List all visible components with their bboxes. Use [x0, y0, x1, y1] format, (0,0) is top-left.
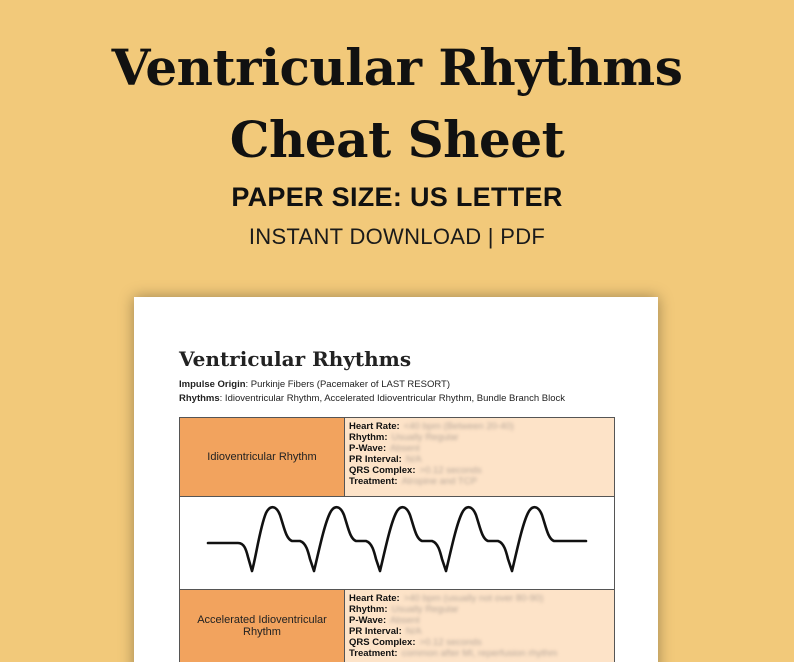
field-value-blurred: Atropine and TCP [401, 476, 477, 487]
field-value-blurred: >40 bpm (usually not over 80-90) [403, 593, 544, 604]
field-value-blurred: >0.12 seconds [419, 465, 482, 476]
field-rhythm [349, 604, 610, 615]
rhythm-name-cell: Accelerated Idioventricular Rhythm [180, 590, 345, 662]
field-label: QRS Complex: [349, 465, 416, 476]
field-value-blurred: Absent [390, 443, 420, 454]
field-heart-rate [349, 421, 610, 432]
field-value-blurred: Usually Regular [391, 432, 459, 443]
field-pr-interval [349, 626, 610, 637]
cheat-sheet-preview [134, 297, 658, 662]
field-value-blurred: <40 bpm (Between 20-40) [403, 421, 514, 432]
field-value-blurred: N/A [405, 626, 422, 637]
rhythm-fields-cell [345, 590, 615, 662]
impulse-origin-label: Impulse Origin [179, 379, 246, 390]
impulse-origin-line [179, 379, 450, 390]
sheet-title: Ventricular Rhythms [179, 347, 412, 371]
hero-title-line2: Cheat Sheet [229, 110, 565, 169]
ecg-strip-cell [180, 497, 615, 590]
field-label: P-Wave: [349, 443, 387, 454]
field-value-blurred: N/A [405, 454, 422, 465]
field-label: Rhythm: [349, 604, 388, 615]
field-p-wave [349, 615, 610, 626]
field-treatment [349, 648, 610, 659]
ecg-waveform-image [180, 497, 614, 589]
field-label: PR Interval: [349, 454, 402, 465]
field-label: Treatment: [349, 648, 398, 659]
field-label: Heart Rate: [349, 421, 400, 432]
rhythm-row [180, 590, 615, 662]
field-p-wave [349, 443, 610, 454]
field-label: Heart Rate: [349, 593, 400, 604]
field-qrs-complex [349, 465, 610, 476]
download-label: INSTANT DOWNLOAD | PDF [248, 224, 546, 249]
field-label: Treatment: [349, 476, 398, 487]
field-rhythm [349, 432, 610, 443]
paper-size-label: PAPER SIZE: US LETTER [231, 182, 563, 212]
impulse-origin-value: : Purkinje Fibers (Pacemaker of LAST RESORT) [245, 379, 451, 390]
rhythms-label: Rhythms [179, 393, 220, 404]
rhythms-value: : Idioventricular Rhythm, Accelerated Idioventricular Rhythm, Bundle Branch Block [219, 393, 565, 404]
field-label: P-Wave: [349, 615, 387, 626]
field-value-blurred: >0.12 seconds [419, 637, 482, 648]
hero-title-line1: Ventricular Rhythms [111, 38, 683, 97]
field-label: PR Interval: [349, 626, 402, 637]
field-label: QRS Complex: [349, 637, 416, 648]
rhythm-fields-cell [345, 418, 615, 497]
rhythm-row [180, 418, 615, 497]
rhythms-line [179, 393, 565, 404]
field-value-blurred: Usually Regular [391, 604, 459, 615]
ecg-row [180, 497, 615, 590]
rhythm-table [179, 417, 615, 662]
field-heart-rate [349, 593, 610, 604]
field-label: Rhythm: [349, 432, 388, 443]
field-treatment [349, 476, 610, 487]
field-value-blurred: Absent [390, 615, 420, 626]
field-value-blurred: common after MI, reperfusion rhythm [401, 648, 558, 659]
field-pr-interval [349, 454, 610, 465]
rhythm-name-cell: Idioventricular Rhythm [180, 418, 345, 497]
field-qrs-complex [349, 637, 610, 648]
